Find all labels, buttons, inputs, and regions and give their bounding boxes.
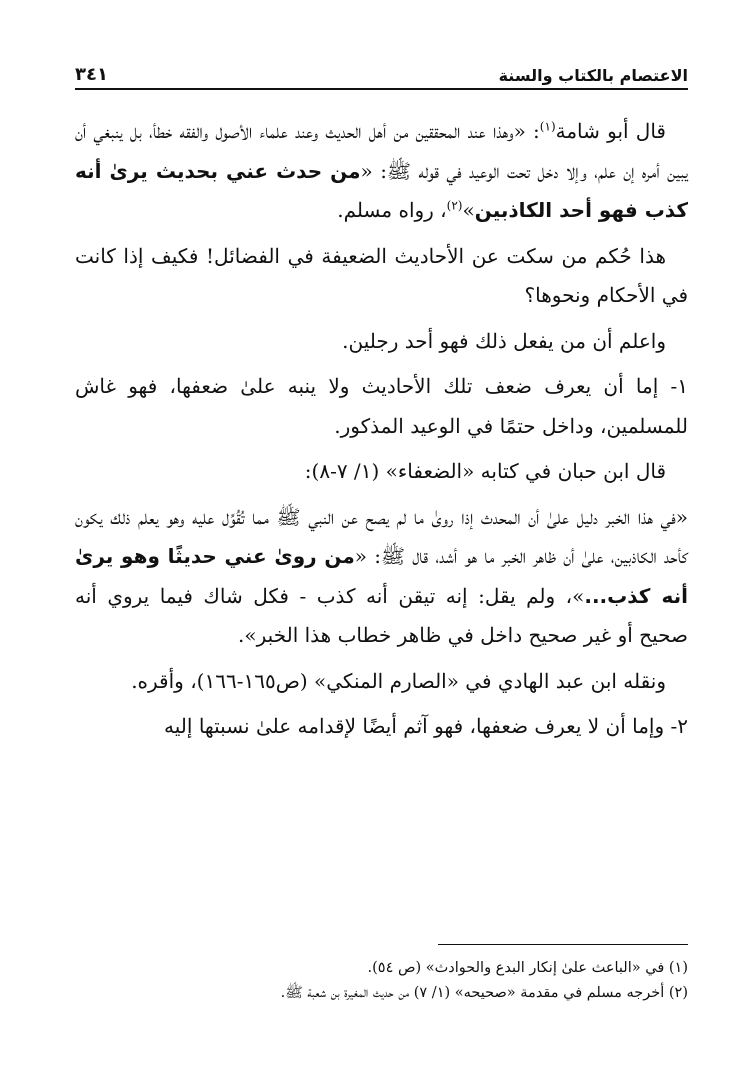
page-header bbox=[75, 58, 688, 90]
paragraph-text: ، رواه مسلم. bbox=[337, 198, 447, 222]
footnote-2: (٢) أخرجه مسلم في مقدمة «صحيحه» (١/ ٧) من حديث المغيرة بن شعبة ﷺ. bbox=[280, 985, 688, 1001]
paragraph-quote bbox=[75, 498, 688, 656]
footnote-1: (١) في «الباعث علىٰ إنكار البدع والحوادث» (ص ٥٤). bbox=[367, 960, 688, 976]
paragraph-ruling: هذا حُكم من سكت عن الأحاديث الضعيفة في الفضائل! فكيف إذا كانت في الأحكام ونحوها؟ bbox=[75, 243, 688, 307]
paragraph-text: » bbox=[462, 198, 475, 222]
paragraph-text: »، ولم يقل: إنه تيقن أنه كذب - فكل شاك فيما يروي أنه صحيح أو غير صحيح داخل في ظاهر خطاب هذا الخبر». bbox=[75, 583, 688, 647]
paragraph-point-1: ١- إما أن يعرف ضعف تلك الأحاديث ولا ينبه علىٰ ضعفها، فهو غاش للمسلمين، وداخل حتمًا في الوعيد المذكور. bbox=[75, 374, 688, 438]
paragraph-ibn-abd-al-hadi: ونقله ابن عبد الهادي في «الصارم المنكي» (ص١٦٥-١٦٦)، وأقره. bbox=[131, 668, 666, 693]
paragraph-text: : «وهذا عند المحققين من أهل الحديث وعند علماء الأصول والفقه خطأ، بل ينبغي أن يبين أمره إن علم، وإلا دخل تحت الوعيد في قوله ﷺ: « bbox=[75, 119, 688, 183]
running-title: الاعتصام بالكتاب والسنة bbox=[498, 66, 688, 85]
paragraph-point-2: ٢- وإما أن لا يعرف ضعفها، فهو آثم أيضًا لإقدامه علىٰ نسبتها إليه bbox=[164, 714, 688, 738]
page-number: ٣٤١ bbox=[75, 64, 108, 85]
paragraph-abu-shama bbox=[75, 112, 688, 231]
footnote-ref-2: (٢) bbox=[446, 198, 463, 213]
page-body bbox=[75, 112, 688, 753]
footnote-ref-1: (١) bbox=[539, 119, 556, 134]
paragraph-two-men: واعلم أن من يفعل ذلك فهو أحد رجلين. bbox=[342, 328, 666, 353]
footnote-divider bbox=[438, 944, 688, 945]
paragraph-text: قال أبو شامة bbox=[555, 119, 666, 143]
hadith-text: من حدث عني بحديث يرىٰ أنه كذب فهو أحد الكاذبين bbox=[75, 158, 688, 222]
paragraph-ibn-hibban: قال ابن حبان في كتابه «الضعفاء» (١/ ٧-٨): bbox=[304, 459, 666, 483]
hadith-text: من روىٰ عني حديثًا وهو يرىٰ أنه كذب... bbox=[75, 544, 689, 608]
paragraph-text: «في هذا الخبر دليل علىٰ أن المحدث إذا روىٰ ما لم يصح عن النبي ﷺ مما تُقُوِّل عليه وهو يعلم ذلك يكون كأحد الكاذبين، علىٰ أن ظاهر الخبر ما هو أشد، قال ﷺ: « bbox=[75, 504, 688, 568]
footnotes bbox=[75, 956, 688, 1006]
